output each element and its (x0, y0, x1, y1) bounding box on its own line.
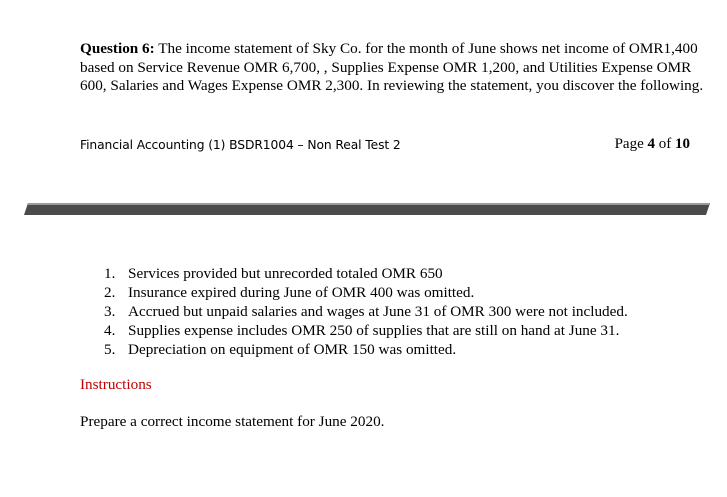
list-item (104, 283, 628, 302)
question-label: Question 6: (80, 40, 155, 57)
page-total: 10 (675, 136, 690, 152)
list-item-number: 1. (104, 265, 116, 282)
discovery-list (104, 264, 628, 359)
question-text: The income statement of Sky Co. for the month of June shows net income of OMR1,400 based on Service Revenue OMR 6,700, , Supplies Expense OMR 1,200, and Utilities Expense OMR 600, Salaries and Wages Expense OMR 2,300. In reviewing the statement, you discover the following. (80, 40, 704, 95)
list-item-number: 2. (104, 284, 116, 301)
question-paragraph (80, 40, 712, 96)
list-item-text: Accrued but unpaid salaries and wages at June 31 of OMR 300 were not included. (128, 303, 628, 320)
list-item-text: Services provided but unrecorded totaled OMR 650 (128, 265, 443, 282)
page-break-highlight (28, 203, 710, 205)
task-text: Prepare a correct income statement for June 2020. (80, 413, 385, 430)
page-break-divider (24, 201, 710, 215)
list-item-number: 5. (104, 341, 116, 358)
list-item-text: Supplies expense includes OMR 250 of supplies that are still on hand at June 31. (128, 322, 620, 339)
list-item (104, 302, 628, 321)
instructions-heading: Instructions (80, 376, 152, 393)
list-item (104, 264, 628, 283)
list-item-text: Insurance expired during June of OMR 400 was omitted. (128, 284, 475, 301)
page-of: of (655, 136, 675, 152)
course-title: Financial Accounting (1) BSDR1004 – Non Real Test 2 (80, 138, 401, 152)
list-item (104, 321, 628, 340)
page-prefix: Page (614, 136, 648, 152)
page-current: 4 (647, 136, 655, 152)
list-item-number: 4. (104, 322, 116, 339)
page-footer (80, 136, 690, 156)
page-number (615, 136, 690, 153)
list-item-text: Depreciation on equipment of OMR 150 was omitted. (128, 341, 457, 358)
list-item (104, 340, 628, 359)
list-item-number: 3. (104, 303, 116, 320)
